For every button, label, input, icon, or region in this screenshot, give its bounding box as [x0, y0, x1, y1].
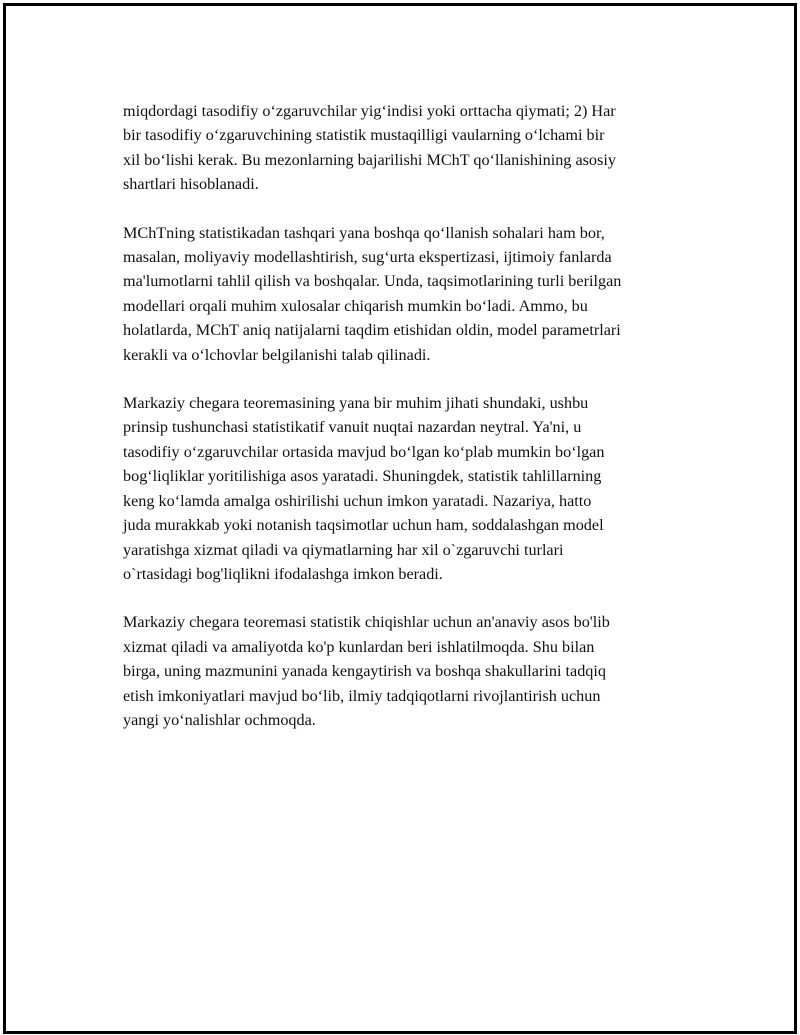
text-line: Markaziy chegara teoremasining yana bir muhim jihati shundaki, ushbu	[123, 394, 589, 413]
text-line: holatlarda, MChT aniq natijalarni taqdim etishidan oldin, model parametrlari	[123, 321, 621, 340]
paragraph-3	[123, 391, 703, 586]
paragraph-1	[123, 99, 703, 197]
text-line: yaratishga xizmat qiladi va qiymatlarning har xil o`zgaruvchi turlari	[123, 540, 564, 559]
paragraph-4	[123, 610, 703, 732]
text-line: prinsip tushunchasi statistikatif vanuit nuqtai nazardan neytral. Ya'ni, u	[123, 418, 582, 437]
text-line: birga, uning mazmunini yanada kengaytirish va boshqa shakullarini tadqiq	[123, 662, 606, 681]
text-line: bir tasodifiy o‘zgaruvchining statistik mustaqilligi vaularning o‘lchami bir	[123, 126, 605, 145]
text-line: masalan, moliyaviy modellashtirish, sug‘urta ekspertizasi, ijtimoiy fanlarda	[123, 248, 612, 267]
text-line: bog‘liqliklar yoritilishiga asos yaratadi. Shuningdek, statistik tahlillarning	[123, 467, 602, 486]
text-line: ma'lumotlarni tahlil qilish va boshqalar. Unda, taqsimotlarining turli berilgan	[123, 272, 622, 291]
text-line: juda murakkab yoki notanish taqsimotlar uchun ham, soddalashgan model	[123, 516, 604, 535]
text-line: xizmat qiladi va amaliyotda ko'p kunlardan beri ishlatilmoqda. Shu bilan	[123, 637, 595, 656]
text-line: etish imkoniyatlari mavjud bo‘lib, ilmiy tadqiqotlarni rivojlantirish uchun	[123, 686, 601, 705]
text-line: keng ko‘lamda amalga oshirilishi uchun imkon yaratadi. Nazariya, hatto	[123, 491, 592, 510]
text-line: MChTning statistikadan tashqari yana boshqa qo‘llanish sohalari ham bor,	[123, 223, 605, 242]
paragraph-2	[123, 221, 703, 367]
text-line: yangi yo‘nalishlar ochmoqda.	[123, 710, 316, 729]
text-line: Markaziy chegara teoremasi statistik chiqishlar uchun an'anaviy asos bo'lib	[123, 613, 610, 632]
text-line: kerakli va o‘lchovlar belgilanishi talab qilinadi.	[123, 345, 431, 364]
text-line: xil bo‘lishi kerak. Bu mezonlarning bajarilishi MChT qo‘llanishining asosiy	[123, 150, 616, 169]
text-line: tasodifiy o‘zgaruvchilar ortasida mavjud bo‘lgan ko‘plab mumkin bo‘lgan	[123, 442, 605, 461]
text-line: modellari orqali muhim xulosalar chiqarish mumkin bo‘ladi. Ammo, bu	[123, 296, 588, 315]
page-frame	[3, 3, 797, 1034]
text-line: o`rtasidagi bog'liqlikni ifodalashga imkon beradi.	[123, 564, 443, 583]
text-line: shartlari hisoblanadi.	[123, 175, 259, 194]
page-content	[123, 99, 703, 756]
text-line: miqdordagi tasodifiy o‘zgaruvchilar yig‘indisi yoki orttacha qiymati; 2) Har	[123, 102, 616, 120]
